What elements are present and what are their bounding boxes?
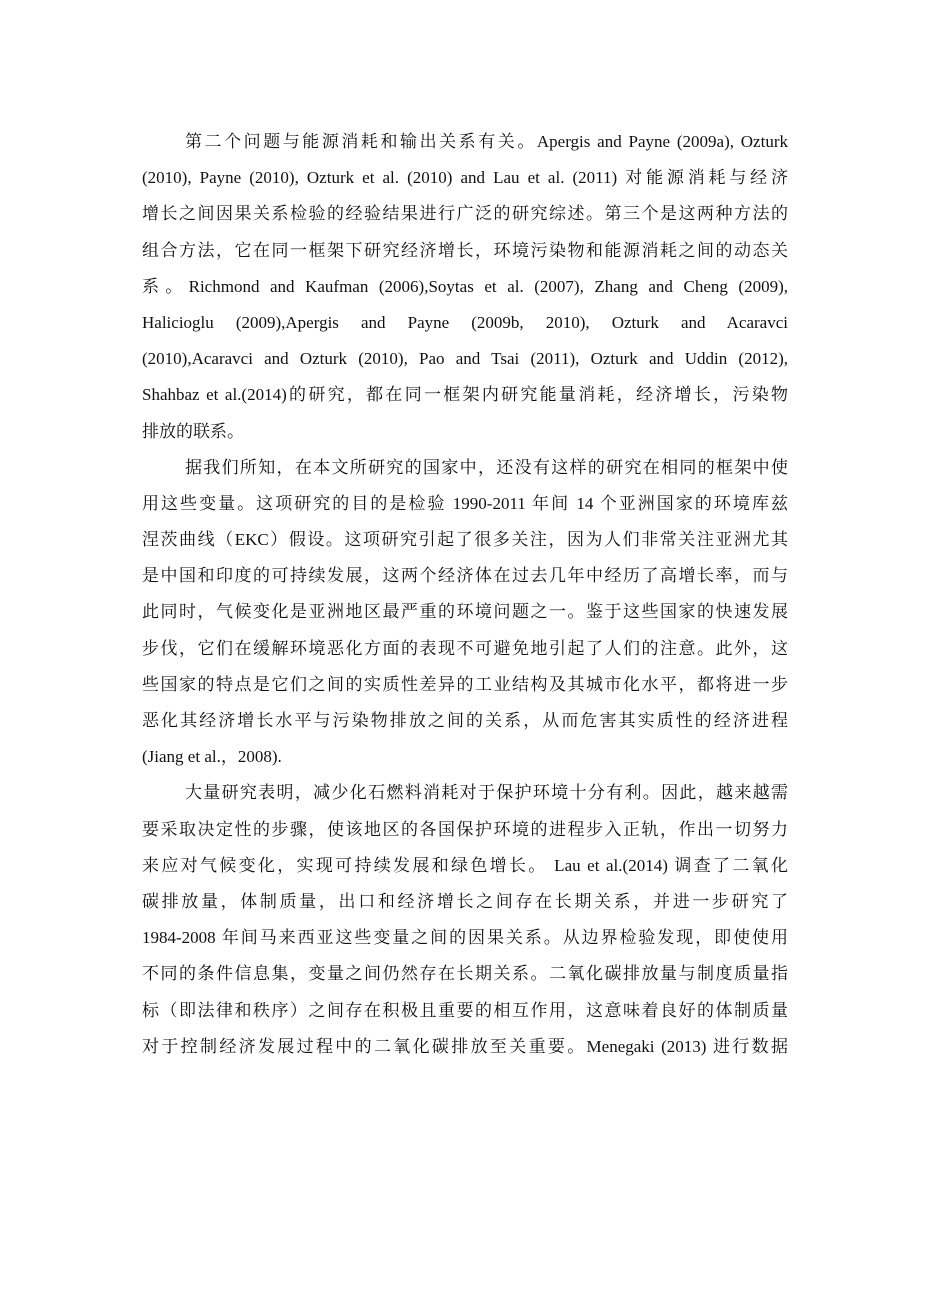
paragraph-1-line-4: 组合方法，它在同一框架下研究经济增长，环境污染物和能源消耗之间的动态关 bbox=[142, 240, 788, 260]
paragraph-3-line-6: 不同的条件信息集，变量之间仍然存在长期关系。二氧化碳排放量与制度质量指 bbox=[142, 964, 788, 984]
paragraph-1-line-2: (2010), Payne (2010), Ozturk et al. (2010) and Lau et al. (2011) 对能源消耗与经济 bbox=[142, 168, 788, 188]
paragraph-1-line-7: (2010),Acaravci and Ozturk (2010), Pao and Tsai (2011), Ozturk and Uddin (2012), bbox=[142, 349, 788, 369]
paragraph-3-line-5: 1984-2008 年间马来西亚这些变量之间的因果关系。从边界检验发现，即使使用 bbox=[142, 928, 788, 948]
paragraph-3-line-3: 来应对气候变化，实现可持续发展和绿色增长。 Lau et al.(2014) 调查了二氧化 bbox=[142, 855, 788, 875]
paragraph-2-line-5: 此同时，气候变化是亚洲地区最严重的环境问题之一。鉴于这些国家的快速发展 bbox=[142, 602, 788, 622]
paragraph-2-line-6: 步伐，它们在缓解环境恶化方面的表现不可避免地引起了人们的注意。此外，这 bbox=[142, 638, 788, 658]
paragraph-1-line-1: 第二个问题与能源消耗和输出关系有关。Apergis and Payne (2009a), Ozturk bbox=[185, 132, 788, 151]
paragraph-1-line-8: Shahbaz et al.(2014)的研究，都在同一框架内研究能量消耗，经济增长，污染物 bbox=[142, 385, 788, 405]
paragraph-2-line-1: 据我们所知，在本文所研究的国家中，还没有这样的研究在相同的框架中使 bbox=[185, 457, 788, 477]
paragraph-1-line-6: Halicioglu (2009),Apergis and Payne (2009b, 2010), Ozturk and Acaravci bbox=[142, 312, 788, 332]
paragraph-1-line-3: 增长之间因果关系检验的经验结果进行广泛的研究综述。第三个是这两种方法的 bbox=[142, 204, 788, 224]
paragraph-2-line-8: 恶化其经济增长水平与污染物排放之间的关系，从而危害其实质性的经济进程 bbox=[142, 711, 788, 730]
paragraph-1-line-5: 系。Richmond and Kaufman (2006),Soytas et al. (2007), Zhang and Cheng (2009), bbox=[142, 276, 788, 296]
paragraph-3-line-7: 标（即法律和秩序）之间存在积极且重要的相互作用，这意味着良好的体制质量 bbox=[142, 1000, 788, 1020]
paragraph-2-line-4: 是中国和印度的可持续发展，这两个经济体在过去几年中经历了高增长率，而与 bbox=[142, 566, 788, 586]
paragraph-2-line-3: 涅茨曲线（EKC）假设。这项研究引起了很多关注，因为人们非常关注亚洲尤其 bbox=[142, 530, 788, 550]
body-text bbox=[142, 124, 788, 1065]
paragraph-3-line-8: 对于控制经济发展过程中的二氧化碳排放至关重要。Menegaki (2013) 进行数据 bbox=[142, 1036, 788, 1056]
paragraph-2-line-9: (Jiang et al.，2008). bbox=[142, 747, 282, 767]
paragraph-3-line-2: 要采取决定性的步骤，使该地区的各国保护环境的进程步入正轨，作出一切努力 bbox=[142, 819, 788, 839]
paragraph-1-line-9: 排放的联系。 bbox=[142, 421, 244, 441]
paragraph-2-line-7: 些国家的特点是它们之间的实质性差异的工业结构及其城市化水平，都将进一步 bbox=[142, 674, 788, 694]
paragraph-2-line-2: 用这些变量。这项研究的目的是检验 1990-2011 年间 14 个亚洲国家的环境库兹 bbox=[142, 493, 788, 513]
paragraph-3-line-4: 碳排放量，体制质量，出口和经济增长之间存在长期关系，并进一步研究了 bbox=[142, 891, 788, 911]
paragraph-3-line-1: 大量研究表明，减少化石燃料消耗对于保护环境十分有利。因此，越来越需 bbox=[185, 783, 788, 803]
